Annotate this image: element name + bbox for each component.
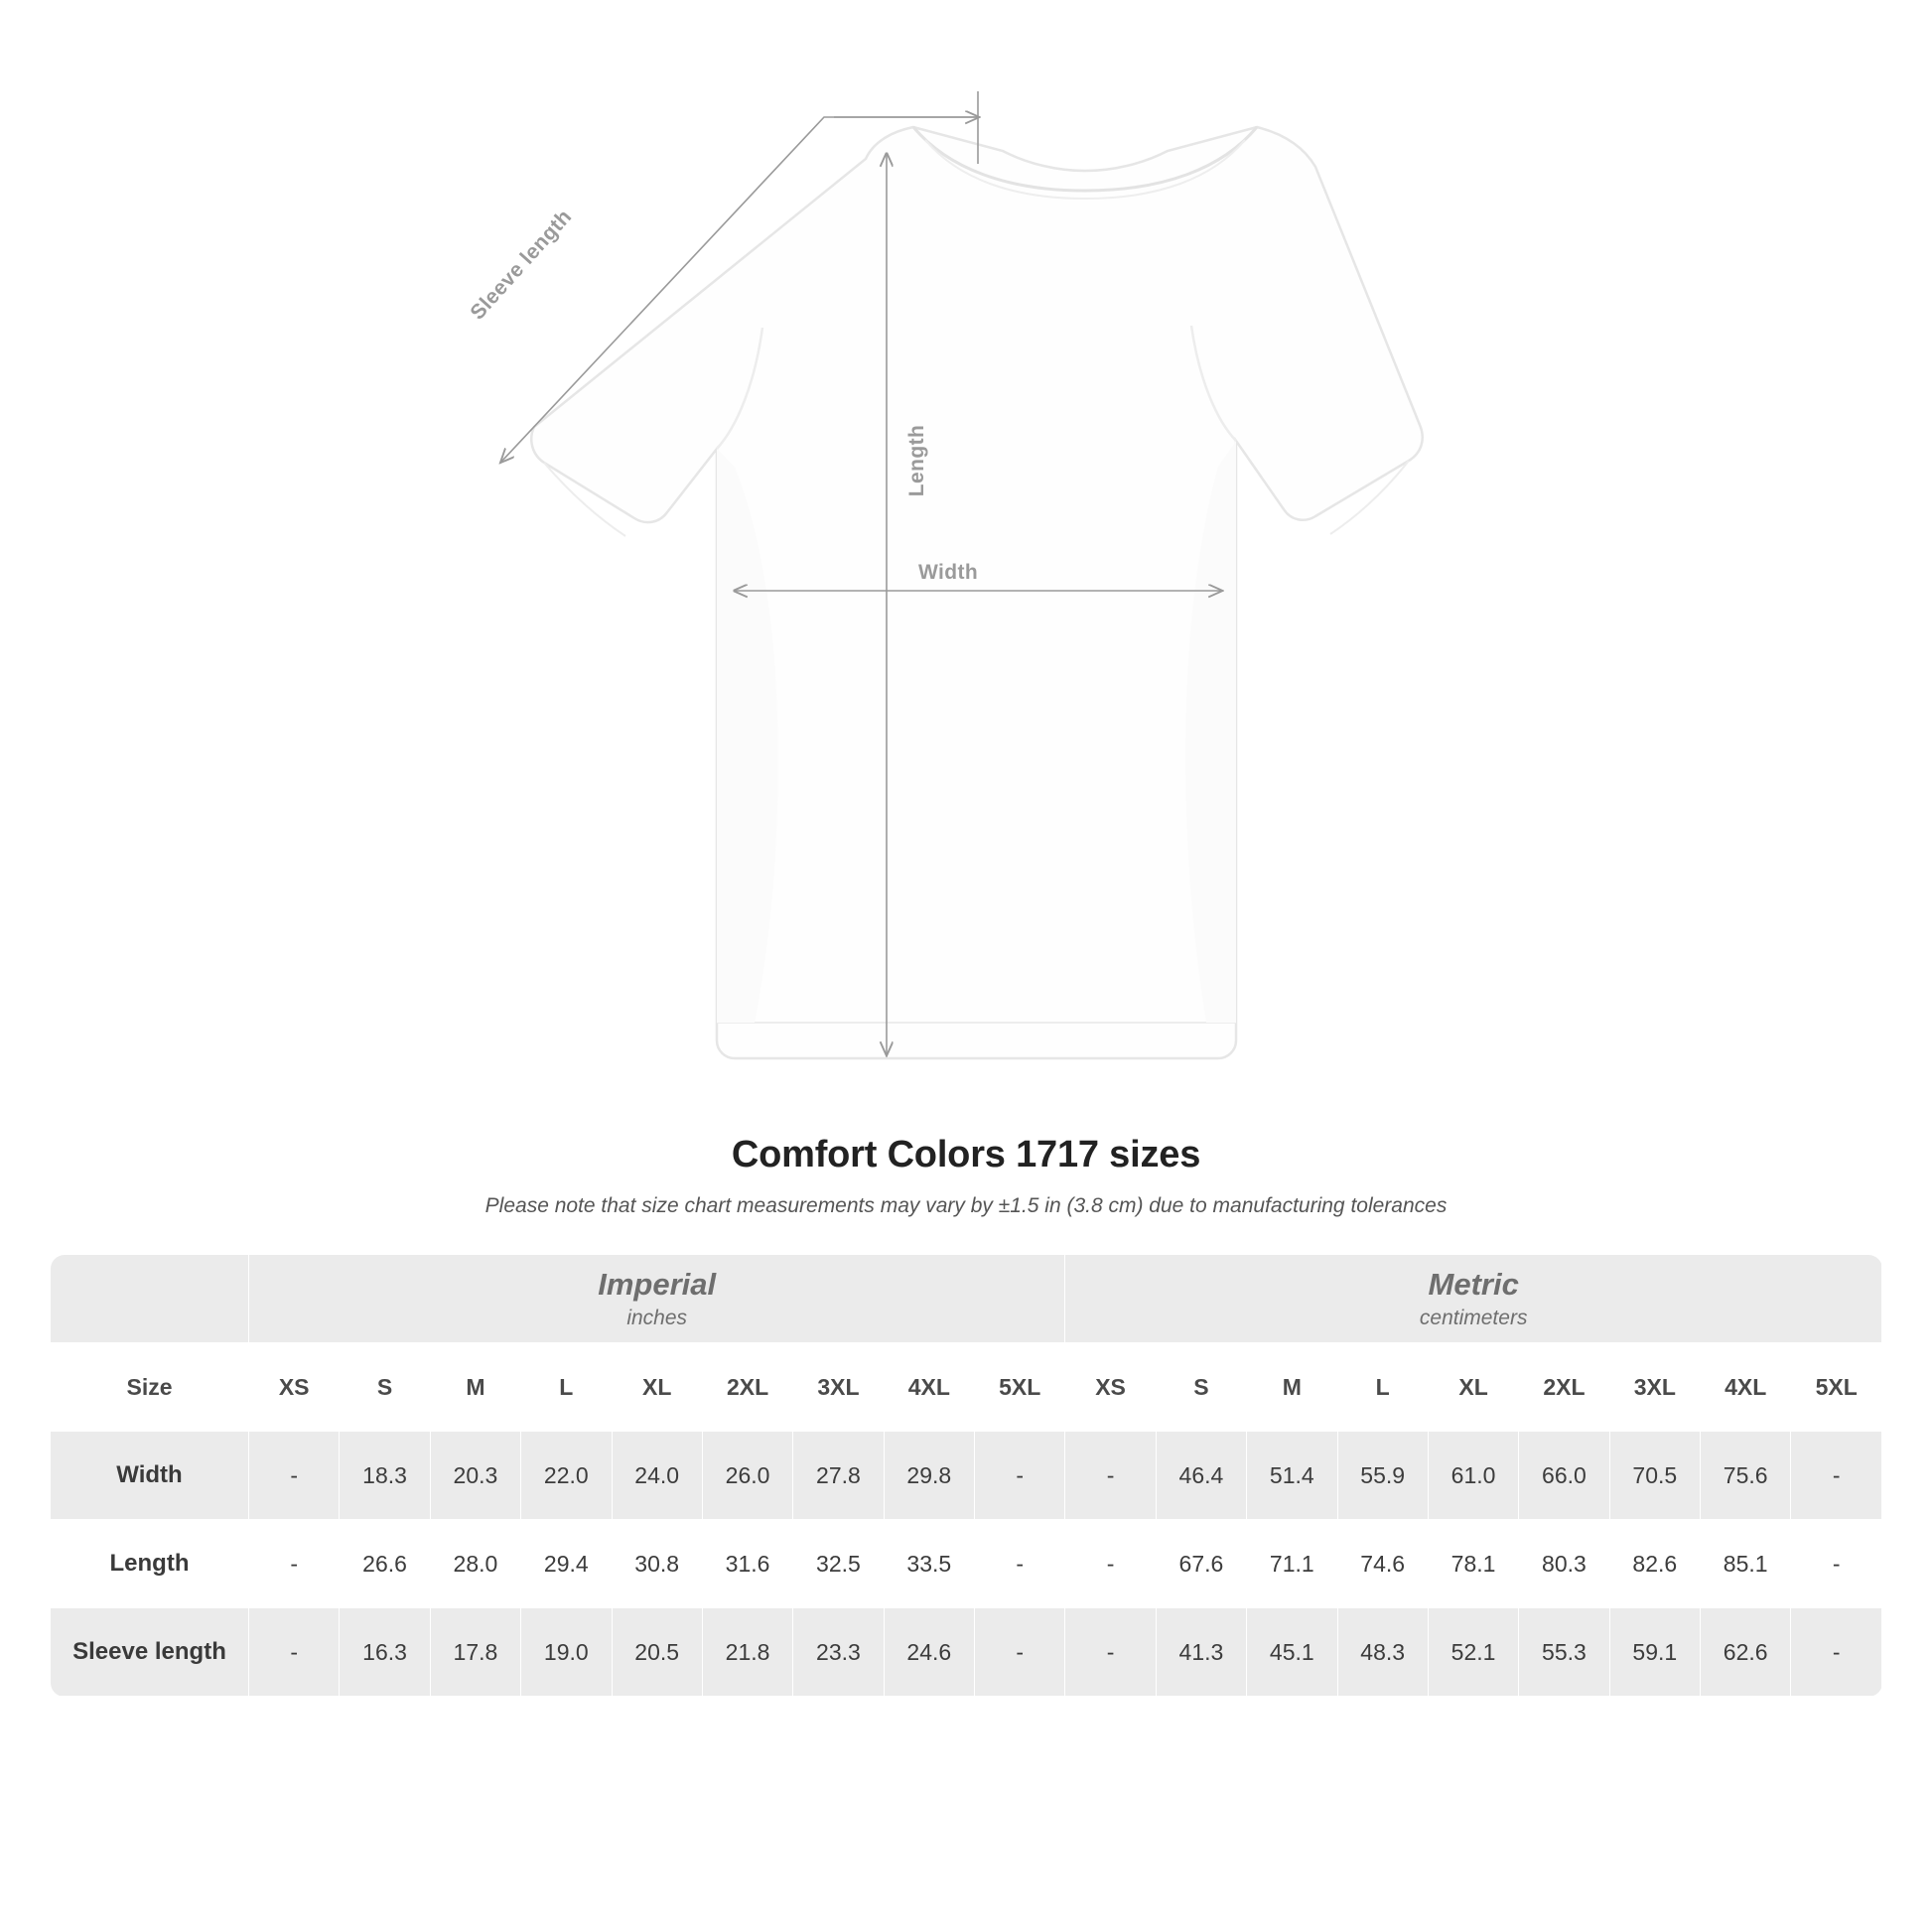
cell-width-metric-4xl: 75.6 [1701, 1432, 1791, 1520]
table-row [51, 1520, 1882, 1608]
width-label: Width [918, 561, 979, 584]
cell-width-metric-xs: - [1065, 1432, 1156, 1520]
size-header-imperial-5xl: 5XL [975, 1343, 1065, 1432]
cell-width-metric-l: 55.9 [1337, 1432, 1428, 1520]
cell-length-metric-m: 71.1 [1247, 1520, 1337, 1608]
units-blank-cell [51, 1255, 249, 1343]
cell-length-imperial-5xl: - [975, 1520, 1065, 1608]
row-label-length: Length [51, 1520, 249, 1608]
units-header-row [51, 1255, 1882, 1343]
heading-block [0, 1134, 1932, 1218]
cell-sleeve-metric-xs: - [1065, 1608, 1156, 1697]
cell-sleeve-metric-s: 41.3 [1156, 1608, 1246, 1697]
size-header-imperial-xl: XL [612, 1343, 702, 1432]
cell-length-imperial-xl: 30.8 [612, 1520, 702, 1608]
cell-sleeve-imperial-5xl: - [975, 1608, 1065, 1697]
size-header-imperial-l: L [521, 1343, 612, 1432]
cell-width-imperial-3xl: 27.8 [793, 1432, 884, 1520]
cell-length-metric-3xl: 82.6 [1609, 1520, 1700, 1608]
cell-width-imperial-xs: - [249, 1432, 340, 1520]
cell-sleeve-imperial-xs: - [249, 1608, 340, 1697]
cell-sleeve-imperial-l: 19.0 [521, 1608, 612, 1697]
cell-width-imperial-m: 20.3 [430, 1432, 520, 1520]
cell-sleeve-metric-4xl: 62.6 [1701, 1608, 1791, 1697]
cell-sleeve-metric-3xl: 59.1 [1609, 1608, 1700, 1697]
size-header-metric-4xl: 4XL [1701, 1343, 1791, 1432]
cell-length-metric-xl: 78.1 [1428, 1520, 1518, 1608]
imperial-subtitle: inches [626, 1306, 688, 1329]
cell-width-imperial-xl: 24.0 [612, 1432, 702, 1520]
cell-sleeve-imperial-xl: 20.5 [612, 1608, 702, 1697]
cell-width-metric-m: 51.4 [1247, 1432, 1337, 1520]
metric-subtitle: centimeters [1419, 1306, 1528, 1329]
size-header-metric-xs: XS [1065, 1343, 1156, 1432]
tolerance-note: Please note that size chart measurements may vary by ±1.5 in (3.8 cm) due to manufacturing tolerances [484, 1194, 1448, 1217]
cell-sleeve-metric-xl: 52.1 [1428, 1608, 1518, 1697]
cell-width-imperial-s: 18.3 [340, 1432, 430, 1520]
length-label: Length [905, 424, 929, 497]
size-chart-table-wrapper [50, 1254, 1882, 1697]
imperial-header-cell [249, 1255, 1065, 1343]
cell-width-metric-3xl: 70.5 [1609, 1432, 1700, 1520]
size-header-metric-s: S [1156, 1343, 1246, 1432]
size-header-imperial-3xl: 3XL [793, 1343, 884, 1432]
size-header-imperial-2xl: 2XL [702, 1343, 792, 1432]
cell-width-imperial-4xl: 29.8 [884, 1432, 974, 1520]
cell-sleeve-imperial-m: 17.8 [430, 1608, 520, 1697]
cell-width-metric-s: 46.4 [1156, 1432, 1246, 1520]
cell-length-imperial-4xl: 33.5 [884, 1520, 974, 1608]
cell-length-metric-s: 67.6 [1156, 1520, 1246, 1608]
cell-width-metric-2xl: 66.0 [1519, 1432, 1609, 1520]
size-header-metric-m: M [1247, 1343, 1337, 1432]
cell-length-imperial-xs: - [249, 1520, 340, 1608]
cell-sleeve-imperial-2xl: 21.8 [702, 1608, 792, 1697]
cell-sleeve-metric-5xl: - [1791, 1608, 1882, 1697]
cell-sleeve-imperial-s: 16.3 [340, 1608, 430, 1697]
cell-length-imperial-s: 26.6 [340, 1520, 430, 1608]
sleeve-length-label: Sleeve length [466, 205, 577, 325]
imperial-title: Imperial [598, 1266, 717, 1302]
metric-header-cell [1065, 1255, 1882, 1343]
cell-length-metric-xs: - [1065, 1520, 1156, 1608]
size-header-metric-2xl: 2XL [1519, 1343, 1609, 1432]
row-label-sleeve-length: Sleeve length [51, 1608, 249, 1697]
table-row [51, 1432, 1882, 1520]
cell-length-metric-4xl: 85.1 [1701, 1520, 1791, 1608]
cell-length-metric-5xl: - [1791, 1520, 1882, 1608]
page-title: Comfort Colors 1717 sizes [731, 1134, 1201, 1175]
cell-length-imperial-m: 28.0 [430, 1520, 520, 1608]
size-header-imperial-s: S [340, 1343, 430, 1432]
table-row [51, 1608, 1882, 1697]
size-header-imperial-m: M [430, 1343, 520, 1432]
size-header-metric-3xl: 3XL [1609, 1343, 1700, 1432]
row-label-width: Width [51, 1432, 249, 1520]
cell-sleeve-imperial-3xl: 23.3 [793, 1608, 884, 1697]
cell-sleeve-metric-m: 45.1 [1247, 1608, 1337, 1697]
cell-sleeve-metric-l: 48.3 [1337, 1608, 1428, 1697]
cell-sleeve-metric-2xl: 55.3 [1519, 1608, 1609, 1697]
cell-width-imperial-l: 22.0 [521, 1432, 612, 1520]
cell-width-metric-5xl: - [1791, 1432, 1882, 1520]
cell-length-imperial-3xl: 32.5 [793, 1520, 884, 1608]
cell-width-imperial-5xl: - [975, 1432, 1065, 1520]
shirt-shape [531, 127, 1422, 1058]
cell-length-metric-l: 74.6 [1337, 1520, 1428, 1608]
cell-length-imperial-2xl: 31.6 [702, 1520, 792, 1608]
cell-width-metric-xl: 61.0 [1428, 1432, 1518, 1520]
size-header-label: Size [51, 1343, 249, 1432]
size-header-row [51, 1343, 1882, 1432]
size-header-metric-l: L [1337, 1343, 1428, 1432]
size-header-imperial-xs: XS [249, 1343, 340, 1432]
cell-length-metric-2xl: 80.3 [1519, 1520, 1609, 1608]
size-header-metric-5xl: 5XL [1791, 1343, 1882, 1432]
size-header-metric-xl: XL [1428, 1343, 1518, 1432]
size-chart-table [50, 1254, 1882, 1697]
cell-width-imperial-2xl: 26.0 [702, 1432, 792, 1520]
metric-title: Metric [1428, 1266, 1519, 1302]
cell-sleeve-imperial-4xl: 24.6 [884, 1608, 974, 1697]
size-header-imperial-4xl: 4XL [884, 1343, 974, 1432]
cell-length-imperial-l: 29.4 [521, 1520, 612, 1608]
